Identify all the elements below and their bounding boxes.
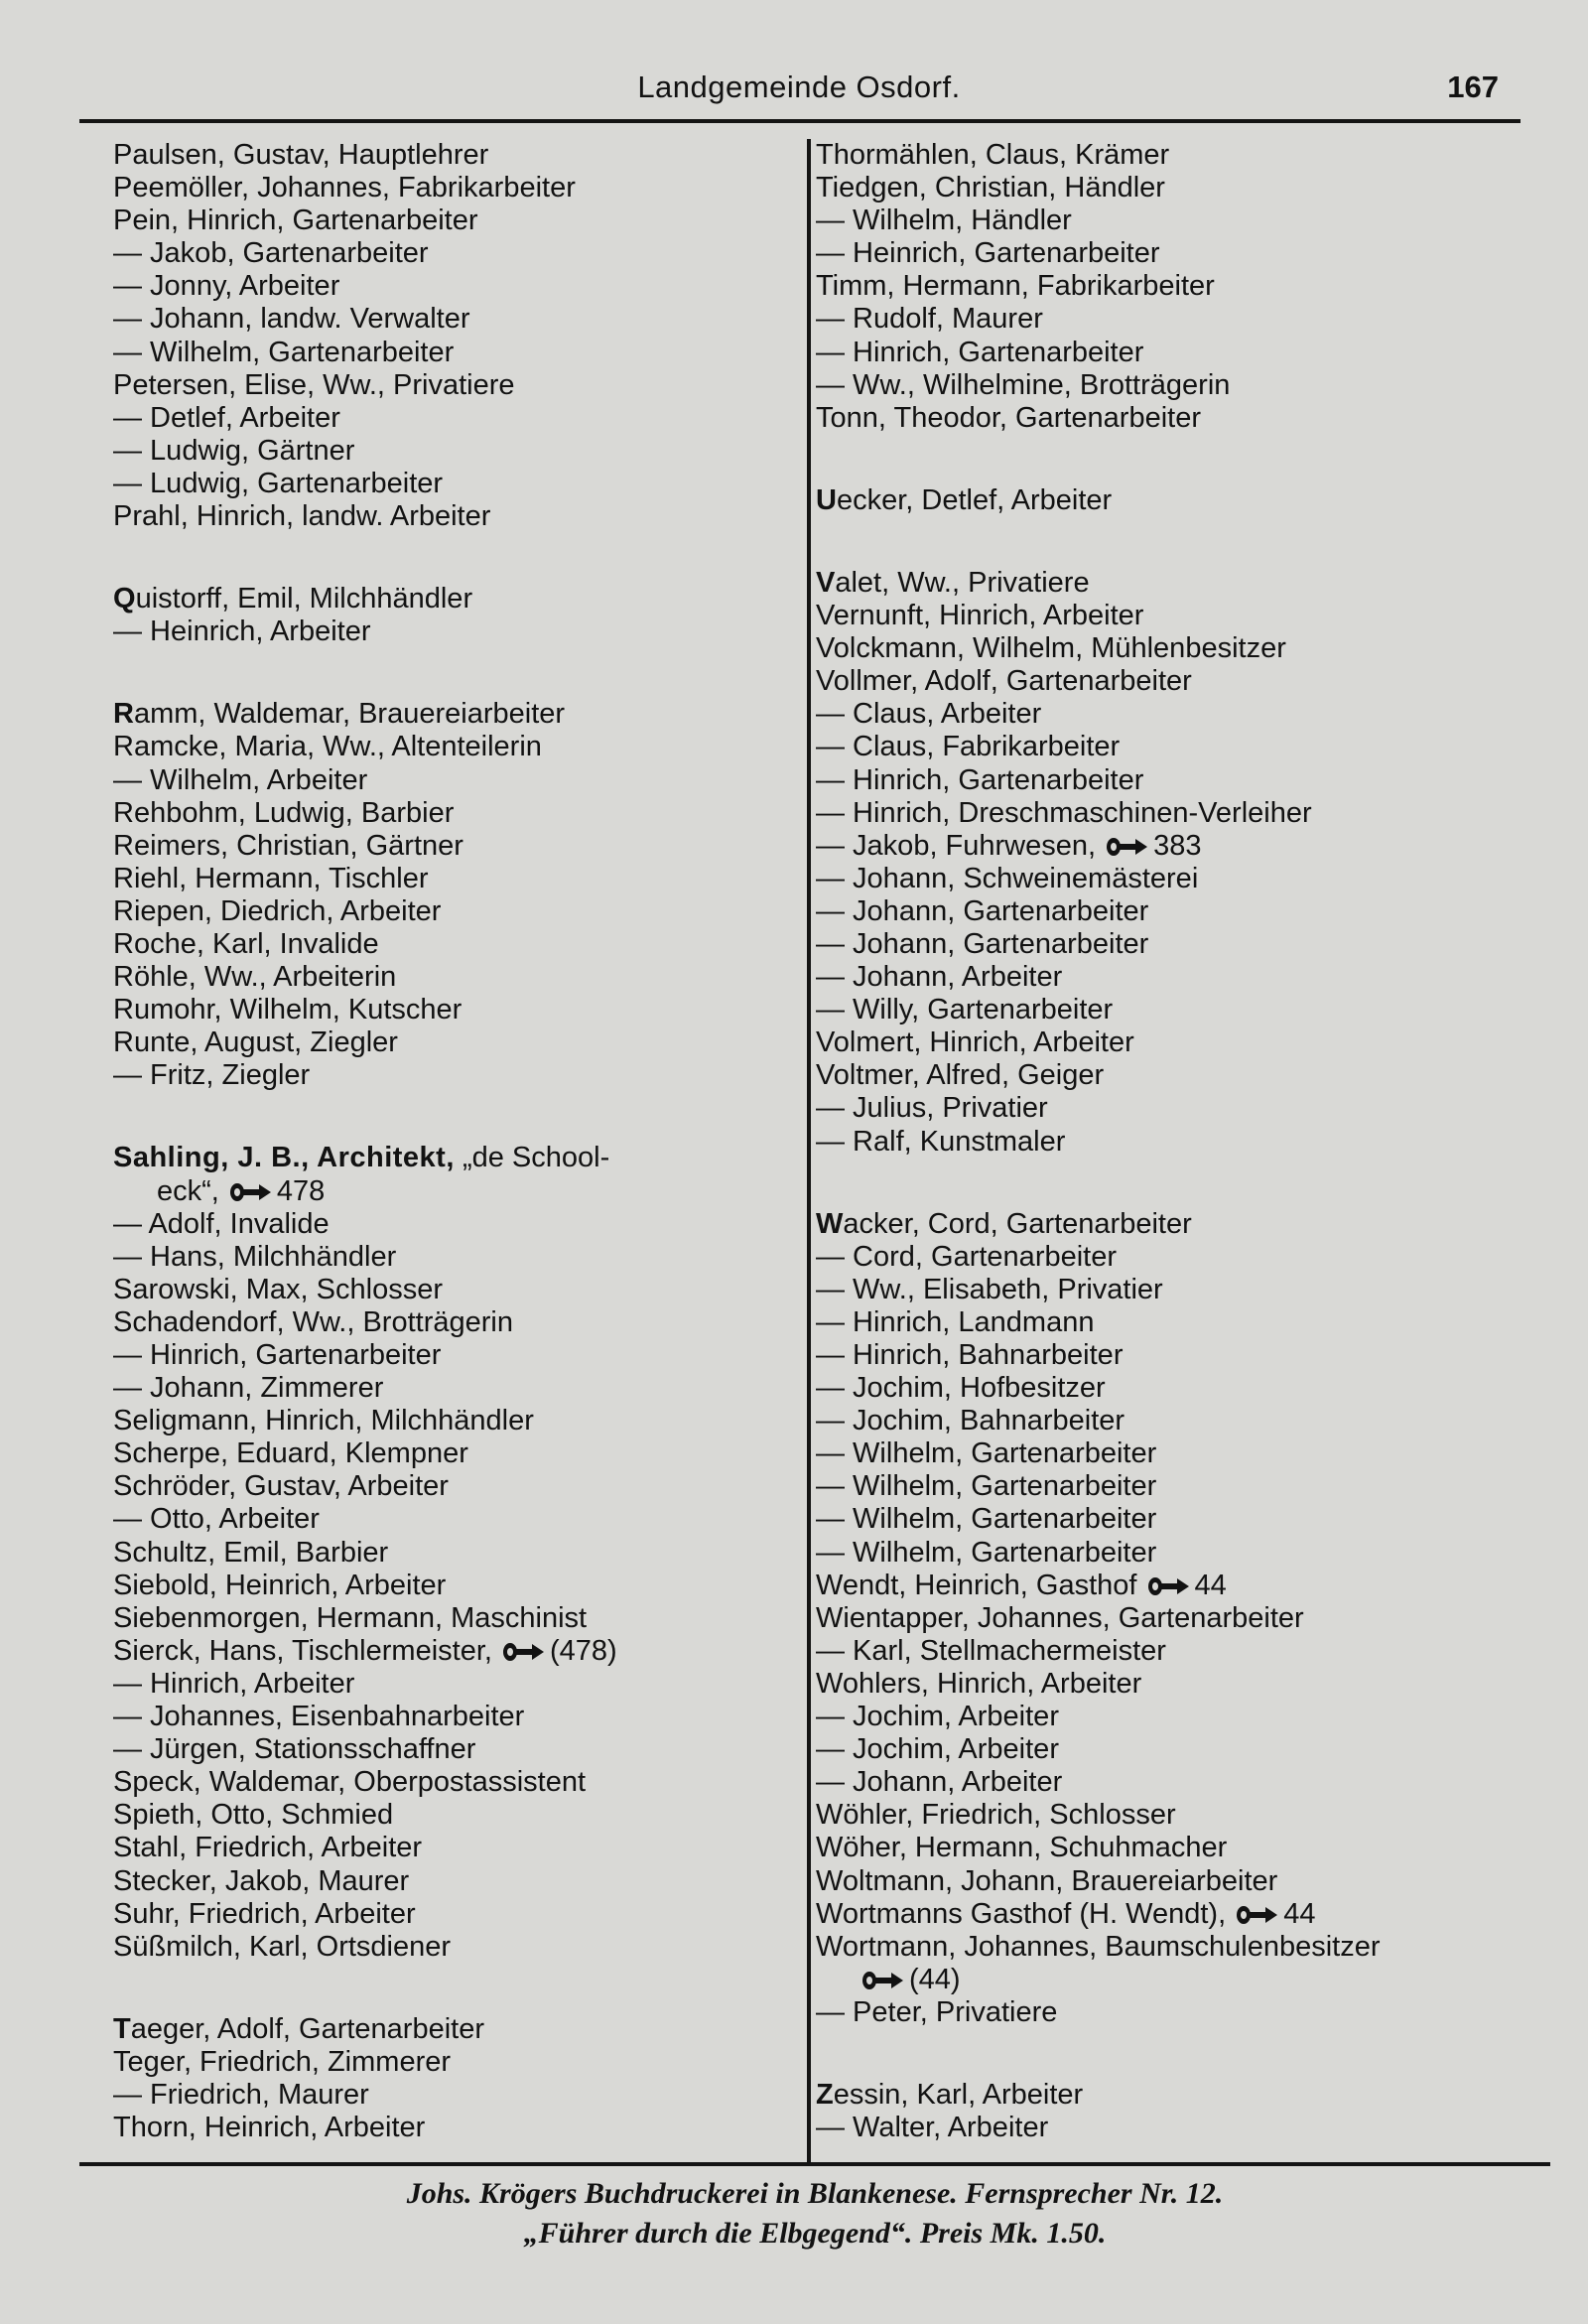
phone-number: 44 [1283,1897,1316,1930]
entry-text [816,2079,1083,2111]
directory-entry [816,139,1550,172]
directory-entry [113,1537,798,1570]
directory-entry [816,665,1550,698]
directory-entry [816,1832,1550,1864]
entry-text: Siebold, Heinrich, Arbeiter [113,1569,447,1601]
directory-entry [816,895,1550,928]
telephone-handset-icon [1147,1574,1191,1598]
entry-text: — Jochim, Arbeiter [816,1733,1059,1766]
entry-text: — Friedrich, Maurer [113,2078,369,2111]
directory-entry [816,1059,1550,1092]
directory-entry [816,2112,1550,2144]
entry-text: — Hans, Milchhändler [113,1240,397,1273]
telephone-handset-icon [502,1640,546,1664]
directory-entry [816,1996,1550,2029]
entry-text: — Johann, Gartenarbeiter [816,894,1149,927]
directory-entry [816,1339,1550,1372]
footer-line-1: Johs. Krögers Buchdruckerei in Blankenese. Fernsprecher Nr. 12. [406,2177,1224,2210]
directory-entry [113,1701,798,1733]
directory-entry [113,1339,798,1372]
column-divider [807,139,811,2164]
entry-text: — Johann, Gartenarbeiter [816,927,1149,960]
entry-text: — Ralf, Kunstmaler [816,1125,1066,1158]
directory-entry [113,928,798,961]
directory-entry [113,1799,798,1832]
entry-text: Tonn, Theodor, Gartenarbeiter [816,401,1201,434]
section-initial: U [816,483,837,516]
entry-text: — Adolf, Invalide [113,1207,330,1240]
directory-entry [816,1208,1550,1241]
section-initial: W [816,1207,844,1240]
entry-text: Vollmer, Adolf, Gartenarbeiter [816,665,1192,698]
entry-text: — Willy, Gartenarbeiter [816,994,1114,1026]
entry-text [816,567,1090,599]
directory-entry [816,994,1550,1026]
entry-text [816,484,1112,516]
entry-text: — Heinrich, Gartenarbeiter [816,237,1160,270]
entry-text: Spieth, Otto, Schmied [113,1799,394,1832]
entry-text-rest: essin, Karl, Arbeiter [833,2078,1084,2111]
entry-text: — Peter, Privatiere [816,1995,1058,2028]
directory-entry [113,1832,798,1864]
directory-entry [113,1026,798,1059]
directory-entry [113,863,798,895]
directory-entry [113,698,798,731]
directory-entry [113,2046,798,2079]
section-gap [816,2029,1550,2079]
entry-text: Paulsen, Gustav, Hauptlehrer [113,139,489,171]
entry-text-rest: ecker, Detlef, Arbeiter [836,483,1113,516]
page-header [79,69,1519,117]
entry-text: — Jochim, Arbeiter [816,1701,1059,1733]
directory-entry [816,172,1550,205]
entry-text: Rumohr, Wilhelm, Kutscher [113,994,463,1026]
entry-text: — Wilhelm, Gartenarbeiter [816,1503,1157,1536]
entry-text-rest: alet, Ww., Privatiere [835,566,1090,599]
entry-text: — Heinrich, Arbeiter [113,615,371,648]
directory-entry [113,1602,798,1635]
entry-text: — Ludwig, Gartenarbeiter [113,467,444,499]
directory-entry [113,139,798,172]
entry-text: Scherpe, Eduard, Klempner [113,1437,468,1470]
directory-entry [816,270,1550,303]
directory-entry [816,1092,1550,1125]
directory-entry [113,1142,798,1174]
section-gap [113,1092,798,1142]
directory-entry [113,1372,798,1405]
entry-text: Prahl, Hinrich, landw. Arbeiter [113,500,491,533]
printer-footer [79,2174,1550,2254]
entry-text: — Wilhelm, Gartenarbeiter [816,1470,1157,1503]
section-gap [816,435,1550,484]
phone-number: 383 [1153,829,1202,862]
directory-entry [816,1635,1550,1668]
directory-entry [113,205,798,237]
directory-entry [113,961,798,994]
section-initial: R [113,698,134,731]
entry-text: — Jakob, Fuhrwesen, [816,829,1097,862]
entry-text: Thorn, Heinrich, Arbeiter [113,2112,426,2144]
entry-text: Thormählen, Claus, Krämer [816,139,1170,171]
entry-text: Voltmer, Alfred, Geiger [816,1059,1105,1092]
directory-entry [113,172,798,205]
entry-text: Siebenmorgen, Hermann, Maschinist [113,1601,588,1634]
entry-text: — Johannes, Eisenbahnarbeiter [113,1701,525,1733]
entry-text: — Wilhelm, Händler [816,205,1072,237]
entry-text: — Wilhelm, Arbeiter [113,763,368,796]
section-gap [113,1964,798,2013]
entry-text: Wortmann, Johannes, Baumschulenbesitzer [816,1930,1381,1963]
entry-text: Pein, Hinrich, Gartenarbeiter [113,205,478,237]
entry-text: Röhle, Ww., Arbeiterin [113,961,397,994]
directory-entry [816,237,1550,270]
entry-text: Wöhler, Friedrich, Schlosser [816,1799,1176,1832]
directory-entry [113,435,798,468]
entry-text: eck“, [157,1174,219,1207]
directory-entry [816,731,1550,763]
directory-entry [113,1208,798,1241]
entry-text: Wientapper, Johannes, Gartenarbeiter [816,1601,1304,1634]
entry-text: — Cord, Gartenarbeiter [816,1240,1118,1273]
directory-entry [816,1274,1550,1306]
phone-number: (44) [909,1963,961,1995]
directory-entry [816,1026,1550,1059]
directory-entry [113,2112,798,2144]
directory-entry [113,1635,798,1668]
directory-entry [816,1470,1550,1503]
entry-text: Rehbohm, Ludwig, Barbier [113,796,455,829]
entry-text: Wohlers, Hinrich, Arbeiter [816,1667,1142,1700]
entry-text: — Hinrich, Gartenarbeiter [113,1339,442,1371]
section-gap [113,648,798,698]
entry-text: Stecker, Jakob, Maurer [113,1864,410,1897]
directory-entry [816,402,1550,435]
directory-entry [816,1372,1550,1405]
directory-entry [113,1931,798,1964]
directory-entry [816,205,1550,237]
right-column [816,139,1550,2144]
section-gap [816,517,1550,567]
entry-text: Timm, Hermann, Fabrikarbeiter [816,270,1215,303]
entry-text: — Johann, Zimmerer [113,1372,384,1405]
entry-text: Wortmanns Gasthof (H. Wendt), [816,1897,1227,1930]
directory-entry [816,303,1550,336]
entry-text: Petersen, Elise, Ww., Privatiere [113,368,515,401]
directory-entry [113,1503,798,1536]
entry-text: Tiedgen, Christian, Händler [816,172,1165,205]
directory-entry [816,369,1550,402]
entry-text: — Karl, Stellmachermeister [816,1634,1166,1667]
entry-text: Süßmilch, Karl, Ortsdiener [113,1930,452,1963]
directory-entry [113,994,798,1026]
entry-text: Woltmann, Johann, Brauereiarbeiter [816,1864,1278,1897]
entry-text: — Johann, Arbeiter [816,1766,1063,1799]
directory-entry [816,830,1550,863]
directory-entry [816,1241,1550,1274]
entry-text: — Jakob, Gartenarbeiter [113,237,429,270]
entry-text: — Hinrich, Gartenarbeiter [816,336,1144,368]
entry-text-rest: aeger, Adolf, Gartenarbeiter [130,2012,485,2045]
directory-entry [816,698,1550,731]
entry-text: Schadendorf, Ww., Brotträgerin [113,1305,513,1338]
entry-text: Reimers, Christian, Gärtner [113,829,463,862]
entry-text: Wendt, Heinrich, Gasthof [816,1569,1137,1601]
telephone-handset-icon [1236,1903,1279,1927]
entry-text: — Hinrich, Landmann [816,1305,1095,1338]
entry-text: Riepen, Diedrich, Arbeiter [113,894,442,927]
phone-number: (478) [550,1634,617,1667]
entry-text: Seligmann, Hinrich, Milchhändler [113,1405,534,1437]
directory-entry [816,1799,1550,1832]
directory-entry [113,1306,798,1339]
entry-text [816,1208,1192,1240]
entry-text: — Ww., Elisabeth, Privatier [816,1273,1163,1305]
directory-entry [113,1865,798,1898]
entry-text: Stahl, Friedrich, Arbeiter [113,1832,423,1864]
directory-entry [113,797,798,830]
telephone-handset-icon [1106,835,1149,859]
directory-entry [113,583,798,615]
entry-text: — Jonny, Arbeiter [113,270,340,303]
entry-text: Schultz, Emil, Barbier [113,1536,389,1569]
entry-text-rest: amm, Waldemar, Brauereiarbeiter [133,698,566,731]
directory-entry [113,2013,798,2046]
directory-entry [113,1733,798,1766]
directory-entry [816,961,1550,994]
entry-text: — Hinrich, Arbeiter [113,1667,355,1700]
directory-entry [113,1274,798,1306]
directory-entry [816,1570,1550,1602]
left-column [113,139,798,2144]
entry-text: Wöher, Hermann, Schuhmacher [816,1832,1228,1864]
phone-number: 478 [276,1174,326,1207]
directory-entry [816,1126,1550,1159]
section-initial: Q [113,583,136,615]
entry-text: Schröder, Gustav, Arbeiter [113,1470,449,1503]
section-initial: Z [816,2078,834,2111]
entry-text: Peemöller, Johannes, Fabrikarbeiter [113,172,576,205]
entry-text: — Wilhelm, Gartenarbeiter [113,336,455,368]
entry-text: Roche, Karl, Invalide [113,927,379,960]
directory-entry [816,928,1550,961]
entry-text: — Hinrich, Dreschmaschinen-Verleiher [816,796,1312,829]
entry-text: — Jürgen, Stationsschaffner [113,1733,476,1766]
entry-text: Suhr, Friedrich, Arbeiter [113,1897,416,1930]
directory-entry [816,484,1550,517]
entry-text: — Hinrich, Gartenarbeiter [816,763,1144,796]
entry-text: — Johann, Schweinemästerei [816,862,1199,894]
directory-entry [113,369,798,402]
entry-text [113,2013,484,2045]
directory-entry [816,797,1550,830]
directory-entry [816,1306,1550,1339]
directory-entry [816,2079,1550,2112]
directory-entry [816,337,1550,369]
section-gap [113,533,798,583]
directory-entry [816,1865,1550,1898]
entry-text: — Claus, Fabrikarbeiter [816,731,1121,763]
directory-entry [816,1503,1550,1536]
directory-entry [816,1668,1550,1701]
directory-entry [113,1898,798,1931]
entry-text: — Wilhelm, Gartenarbeiter [816,1536,1157,1569]
directory-entry [816,1733,1550,1766]
directory-entry [816,1602,1550,1635]
entry-text: — Otto, Arbeiter [113,1503,320,1536]
directory-entry [113,270,798,303]
directory-entry [816,567,1550,600]
directory-entry [113,402,798,435]
entry-text: Sahling, J. B., Architekt, [113,1142,455,1174]
entry-text: Volmert, Hinrich, Arbeiter [816,1026,1134,1059]
entry-text-rest: uistorff, Emil, Milchhändler [135,583,473,615]
directory-entry [816,632,1550,665]
entry-text: — Claus, Arbeiter [816,698,1042,731]
page-title: Landgemeinde Osdorf. [637,69,961,104]
footer-rule [79,2162,1550,2166]
directory-entry [816,1701,1550,1733]
entry-text: — Ww., Wilhelmine, Brotträgerin [816,368,1231,401]
directory-entry [113,303,798,336]
directory-entry [113,830,798,863]
entry-suffix: „de School- [454,1142,610,1174]
directory-entry [113,468,798,500]
directory-entry [816,1766,1550,1799]
entry-text: Speck, Waldemar, Oberpostassistent [113,1766,587,1799]
directory-entry [816,600,1550,632]
directory-entry [113,2079,798,2112]
entry-text: — Jochim, Bahnarbeiter [816,1405,1125,1437]
entry-text: — Fritz, Ziegler [113,1059,311,1092]
entry-text: Volckmann, Wilhelm, Mühlenbesitzer [816,632,1286,665]
entry-text: — Jochim, Hofbesitzer [816,1372,1106,1405]
footer-line-2: „Führer durch die Elbgegend“. Preis Mk. 1.50. [523,2217,1107,2250]
directory-entry [816,1898,1550,1931]
entry-text: — Rudolf, Maurer [816,303,1043,336]
entry-text: Sarowski, Max, Schlosser [113,1273,443,1305]
entry-text: Teger, Friedrich, Zimmerer [113,2045,452,2078]
entry-text-rest: acker, Cord, Gartenarbeiter [843,1207,1192,1240]
section-gap [816,1159,1550,1208]
entry-text [113,583,472,615]
directory-entry [113,337,798,369]
entry-text [113,698,565,730]
directory-entry [113,731,798,763]
telephone-handset-icon [229,1180,273,1204]
directory-entry [113,1570,798,1602]
directory-entry [816,1405,1550,1437]
directory-entry [113,1766,798,1799]
directory-entry [113,1470,798,1503]
entry-text: Runte, August, Ziegler [113,1026,398,1059]
directory-entry [816,1537,1550,1570]
entry-text: Sierck, Hans, Tischlermeister, [113,1634,492,1667]
directory-entry [816,1931,1550,1964]
directory-entry [816,1437,1550,1470]
entry-text: — Wilhelm, Gartenarbeiter [816,1437,1157,1470]
directory-entry [816,1964,1550,1996]
entry-text: — Johann, Arbeiter [816,961,1063,994]
entry-text: — Detlef, Arbeiter [113,401,340,434]
page-number: 167 [1447,69,1499,104]
entry-text: Vernunft, Hinrich, Arbeiter [816,600,1144,632]
telephone-handset-icon [861,1969,905,1992]
entry-text: Ramcke, Maria, Ww., Altenteilerin [113,731,542,763]
directory-entry [113,1241,798,1274]
entry-text: Riehl, Hermann, Tischler [113,862,429,894]
directory-entry [113,1405,798,1437]
directory-entry [113,1175,798,1208]
entry-text: — Julius, Privatier [816,1092,1048,1125]
directory-entry [113,1437,798,1470]
directory-entry [113,500,798,533]
directory-entry [816,764,1550,797]
directory-entry [113,764,798,797]
directory-entry [113,895,798,928]
phone-number: 44 [1194,1569,1227,1601]
directory-entry [113,615,798,648]
directory-entry [113,1059,798,1092]
entry-text: — Johann, landw. Verwalter [113,303,470,336]
section-initial: V [816,566,836,599]
header-rule [79,119,1521,123]
directory-entry [113,1668,798,1701]
entry-text: — Hinrich, Bahnarbeiter [816,1339,1124,1371]
entry-text: — Ludwig, Gärtner [113,434,355,467]
section-initial: T [113,2012,131,2045]
directory-entry [113,237,798,270]
directory-entry [816,863,1550,895]
entry-text: — Walter, Arbeiter [816,2112,1049,2144]
